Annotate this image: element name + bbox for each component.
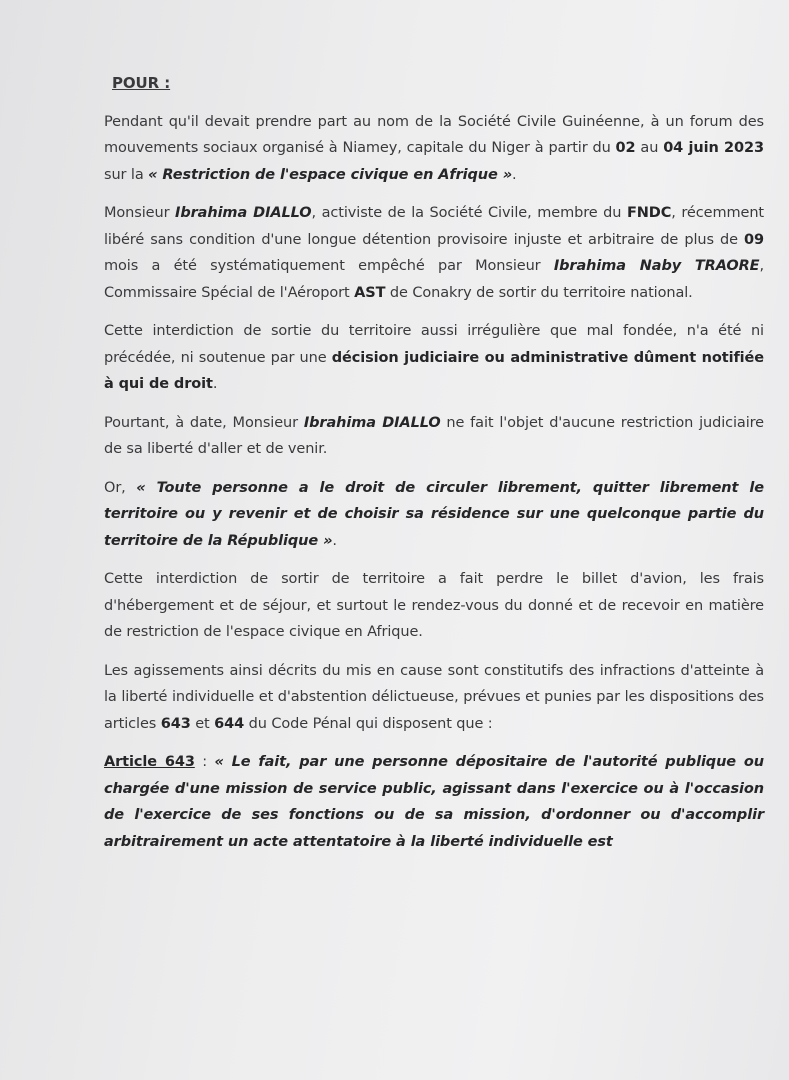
text: Monsieur — [104, 205, 176, 221]
text: Pendant qu'il devait prendre part au nom de la Société Civile Guinéenne, à un forum des mouvements sociaux organisé à Niamey, capitale du Niger à partir du — [104, 113, 764, 156]
paragraph-article-643 — [104, 749, 764, 855]
paragraph-forum — [104, 109, 764, 189]
text: et — [190, 715, 215, 732]
text: . — [212, 376, 218, 392]
text: de Conakry de sortir du territoire national. — [385, 284, 693, 301]
text: . — [512, 166, 517, 183]
text: Les agissements ainsi décrits du mis en cause sont constitutifs des infractions d'atteinte à la liberté individuelle et d'abstention délictueuse, prévues et punies par les dispositions des articles — [104, 662, 764, 732]
text: du Code Pénal qui disposent que : — [244, 715, 493, 732]
airport-code: AST — [354, 284, 386, 301]
article-number: 643 — [160, 715, 191, 732]
paragraph-offenses — [104, 658, 764, 738]
text: Or, — [104, 479, 137, 496]
article-label: Article 643 — [104, 754, 195, 770]
detention-months: 09 — [744, 231, 764, 248]
article-quote: « Le fait, par une personne dépositaire de l'autorité publique ou chargée d'une mission de service public, agissant dans l'exercice ou à l'occasion de l'exercice de ses fonctions ou de sa mission, d'ordonner ou d'accomplir arbitrairement un acte attentatoire à la liberté individuelle est — [104, 754, 764, 850]
paragraph-irregularity — [104, 318, 764, 398]
legal-quote: « Toute personne a le droit de circuler librement, quitter librement le territoire ou y revenir et de choisir sa résidence sur une quelconque partie du territoire de la République » — [104, 479, 764, 549]
paragraph-damages: Cette interdiction de sortir de territoire a fait perdre le billet d'avion, les frais d'hébergement et de séjour, et surtout le rendez-vous du donné et de recevoir en matière de restriction de l'espace civique en Afrique. — [104, 571, 764, 640]
text: Cette interdiction de sortie du territoire aussi irrégulière que mal fondée, n'a été ni précédée, ni soutenue par une — [104, 323, 764, 366]
paragraph-no-restriction — [104, 410, 764, 463]
person-name: Ibrahima DIALLO — [303, 414, 441, 431]
text: ne fait l'objet d'aucune restriction judiciaire de sa liberté d'aller et de venir. — [104, 414, 765, 457]
person-name: Ibrahima DIALLO — [175, 205, 312, 221]
organization-name: FNDC — [626, 205, 672, 221]
document-body — [104, 70, 764, 867]
article-number: 644 — [214, 715, 245, 732]
paragraph-obstruction — [104, 200, 764, 306]
commissioner-name: Ibrahima Naby TRAORE — [553, 258, 760, 274]
date-start: 02 — [615, 140, 636, 156]
text: . — [332, 532, 337, 549]
paragraph-free-movement — [104, 475, 764, 555]
text: : — [194, 754, 215, 770]
legal-decision-phrase: décision judiciaire ou administrative dûment notifiée à qui de droit — [104, 349, 764, 392]
text: , activiste de la Société Civile, membre du — [311, 205, 627, 221]
text: , Commissaire Spécial de l'Aéroport — [104, 258, 764, 301]
date-end: 04 juin 2023 — [663, 140, 764, 156]
text: Pourtant, à date, Monsieur — [104, 414, 304, 431]
text: au — [635, 140, 664, 156]
text: sur la — [104, 166, 149, 183]
section-heading: POUR : — [112, 74, 171, 92]
text: , récemment libéré sans condition d'une longue détention provisoire injuste et arbitraire de plus de — [104, 205, 764, 248]
text: mois a été systématiquement empêché par Monsieur — [104, 258, 554, 274]
forum-theme: « Restriction de l'espace civique en Afrique » — [148, 166, 513, 183]
